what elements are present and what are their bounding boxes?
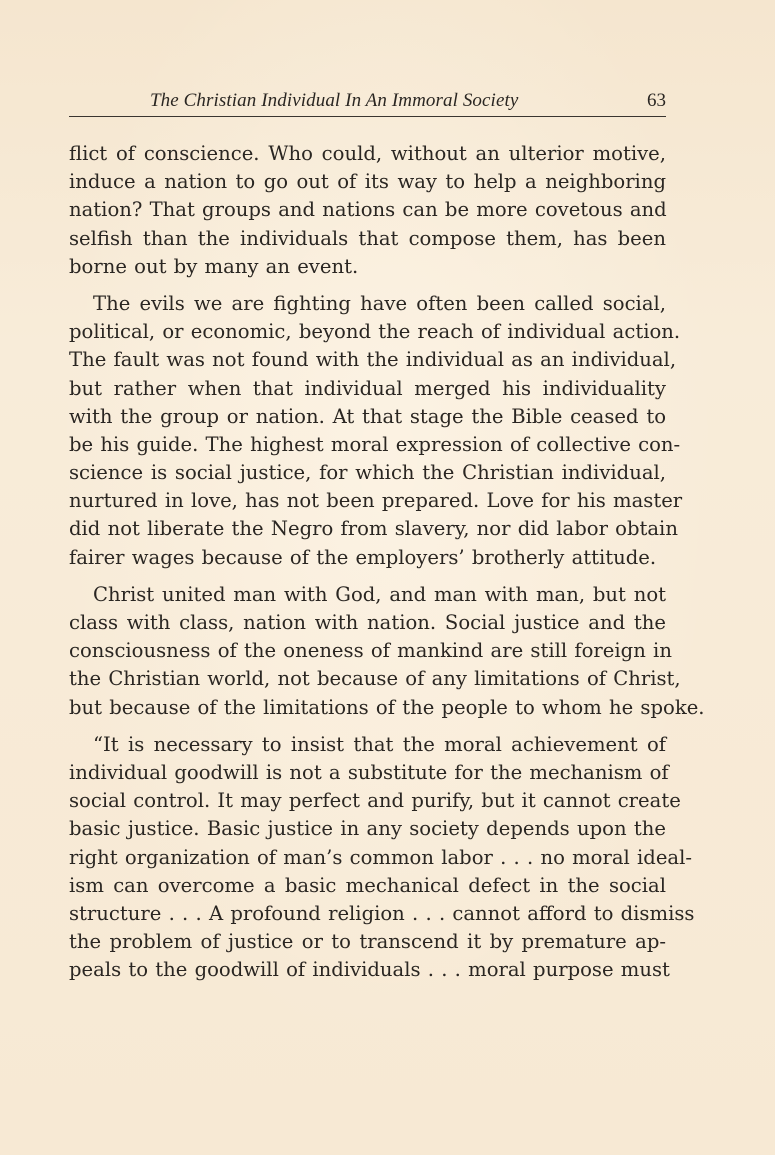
text-line: borne out by many an event. — [69, 254, 359, 278]
body-text — [69, 140, 705, 993]
text-line: right organization of man’s common labor . . . no moral ideal- — [69, 845, 692, 869]
text-line: class with class, nation with nation. Social justice and the — [69, 611, 666, 634]
page-number: 63 — [647, 90, 666, 111]
page-header — [69, 86, 666, 117]
text-line: Christ united man with God, and man with man, but not — [93, 582, 666, 606]
text-line: individual goodwill is not a substitute for the mechanism of — [69, 760, 669, 784]
text-line: structure . . . A profound religion . . . cannot afford to dismiss — [69, 901, 695, 925]
text-line: nation? That groups and nations can be more covetous and — [69, 198, 667, 222]
text-line: flict of conscience. Who could, without an ulterior motive, — [69, 142, 666, 165]
text-line: the problem of justice or to transcend it by premature ap- — [69, 930, 666, 954]
text-line: The evils we are fighting have often been called social, — [93, 291, 666, 315]
paragraph — [69, 290, 683, 572]
text-line: The fault was not found with the individual as an individual, — [69, 348, 677, 372]
text-line: science is social justice, for which the Christian individual, — [69, 461, 666, 485]
paragraph — [69, 731, 695, 985]
text-line: selfish than the individuals that compose them, has been — [69, 226, 666, 250]
running-title: The Christian Individual In An Immoral Society — [150, 90, 519, 111]
text-line: peals to the goodwill of individuals . . . moral purpose must — [69, 958, 670, 982]
text-line: basic justice. Basic justice in any society depends upon the — [69, 817, 666, 841]
text-line: but rather when that individual merged his individuality — [69, 376, 666, 400]
text-line: the Christian world, not because of any limitations of Christ, — [69, 667, 681, 691]
text-line: nurtured in love, has not been prepared. Love for his master — [69, 489, 683, 513]
text-line: political, or economic, beyond the reach of individual action. — [69, 320, 681, 344]
text-line: social control. It may perfect and purify, but it cannot create — [69, 789, 681, 813]
text-line: did not liberate the Negro from slavery, nor did labor obtain — [69, 517, 678, 541]
text-line: with the group or nation. At that stage the Bible ceased to — [69, 404, 666, 428]
text-line: but because of the limitations of the people to whom he spoke. — [69, 695, 705, 719]
text-line: induce a nation to go out of its way to help a neighboring — [69, 170, 666, 194]
text-line: ism can overcome a basic mechanical defect in the social — [69, 873, 666, 897]
text-line: fairer wages because of the employers’ brotherly attitude. — [69, 545, 657, 569]
text-line: “It is necessary to insist that the moral achievement of — [93, 732, 666, 756]
text-line: be his guide. The highest moral expression of collective con- — [69, 432, 681, 456]
paragraph — [69, 140, 666, 281]
paragraph — [69, 581, 705, 722]
text-line: consciousness of the oneness of mankind are still foreign in — [69, 639, 672, 663]
